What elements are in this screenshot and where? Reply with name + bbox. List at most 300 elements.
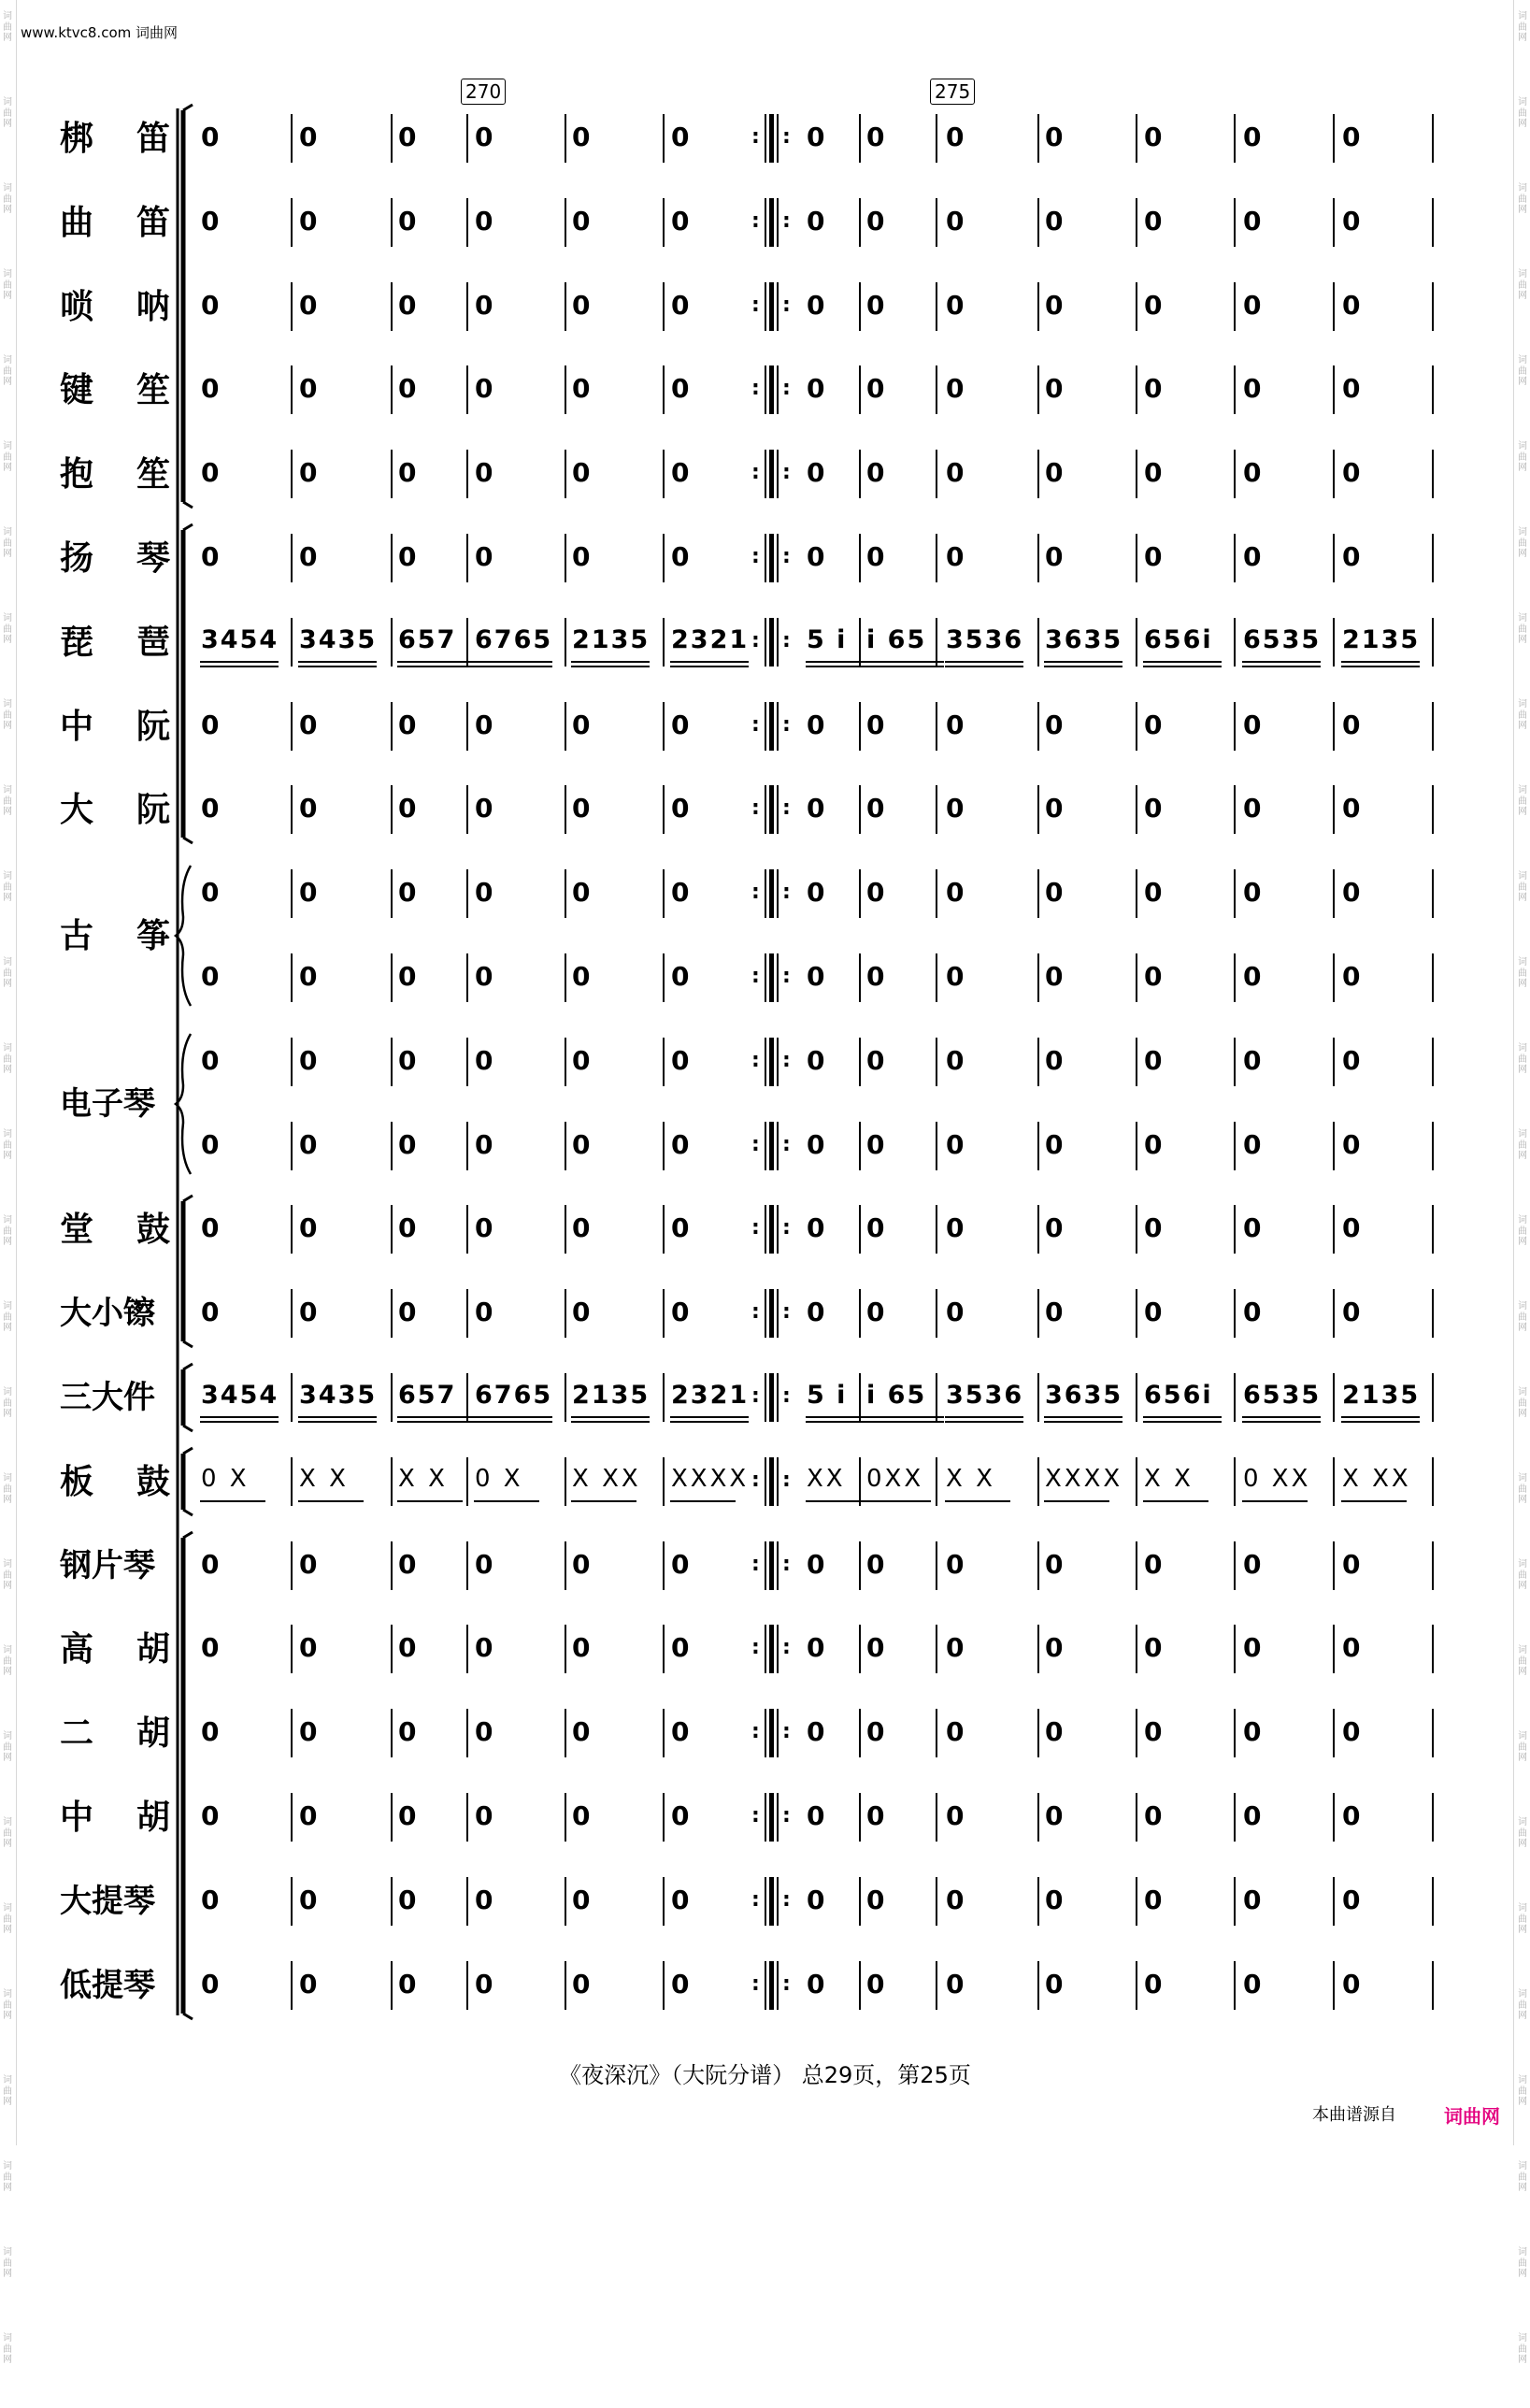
group-bracket-hook [183, 838, 193, 843]
watermark-text: 词 曲 网 [1518, 613, 1527, 645]
note-cell: i 65 [866, 1381, 927, 1410]
note-cell: 0 [807, 961, 825, 992]
note-cell: 0 [1243, 1632, 1262, 1663]
watermark-text: 词 曲 网 [1518, 1903, 1527, 1935]
note-cell: 6765 [475, 625, 553, 654]
note-cell: 0 [946, 1129, 965, 1160]
note-cell: 0 [572, 1129, 591, 1160]
note-cell: 0 [398, 1297, 417, 1327]
watermark-text: 词 曲 网 [3, 871, 12, 903]
watermark-text: 词 曲 网 [1518, 441, 1527, 473]
group-bracket-hook [183, 1532, 193, 1538]
note-cell: 0 [946, 1969, 965, 2000]
watermark-text: 词 曲 网 [1518, 2161, 1527, 2193]
note-cell: 0 [398, 710, 417, 740]
note-cell: 0 [671, 373, 690, 404]
instrument-label-char: 板 [60, 1462, 94, 1501]
note-cell: 0 [1144, 1129, 1163, 1160]
note-cell: 0 [807, 877, 825, 908]
note-cell: 0 [299, 290, 318, 321]
note-cell: 0 [1342, 961, 1361, 992]
note-cell: 0 [299, 961, 318, 992]
watermark-text: 词 曲 网 [3, 2161, 12, 2193]
watermark-text: 词 曲 网 [1518, 1387, 1527, 1419]
repeat-dots: : [782, 1804, 791, 1828]
repeat-dots: : [751, 1384, 760, 1408]
note-cell: XX [807, 1465, 846, 1493]
note-cell: 3454 [201, 625, 279, 654]
note-cell: 0 [946, 1885, 965, 1915]
note-cell: 5 i [807, 625, 848, 654]
watermark-text: 词 曲 网 [1518, 1989, 1527, 2021]
repeat-dots: : [782, 1720, 791, 1743]
instrument-label-char: 笛 [136, 119, 170, 158]
note-cell: 0 [866, 373, 885, 404]
watermark-text: 词 曲 网 [1518, 183, 1527, 215]
note-cell: X XX [1342, 1465, 1411, 1493]
note-cell: 0 [572, 373, 591, 404]
note-cell: 0 [1144, 1716, 1163, 1747]
note-cell: 0 [1342, 122, 1361, 152]
note-cell: 0 [1243, 793, 1262, 824]
note-cell: 0 [1144, 122, 1163, 152]
instrument-label-char: 笙 [136, 454, 170, 494]
credit-text: 本曲谱源自 [1312, 2105, 1396, 2125]
note-cell: 0 [671, 1800, 690, 1831]
instrument-label-char: 鼓 [136, 1462, 170, 1501]
note-cell: 0 [475, 1129, 493, 1160]
watermark-text: 词 曲 网 [3, 441, 12, 473]
repeat-dots: : [782, 1216, 791, 1240]
watermark-text: 词 曲 网 [3, 355, 12, 387]
repeat-dots: : [751, 1720, 760, 1743]
note-cell: 0 [1144, 1045, 1163, 1076]
repeat-dots: : [782, 1553, 791, 1576]
note-cell: 0 [201, 1969, 220, 2000]
note-cell: 0 [1243, 1045, 1262, 1076]
note-cell: 0 [946, 290, 965, 321]
note-cell: 6535 [1243, 1381, 1322, 1410]
note-cell: 0 [1342, 1632, 1361, 1663]
note-cell: 0 [1243, 961, 1262, 992]
note-cell: 0 [1045, 1800, 1064, 1831]
note-cell: 6765 [475, 1381, 553, 1410]
note-cell: 0 [807, 541, 825, 572]
note-cell: 0 [1243, 1885, 1262, 1915]
repeat-dots: : [782, 294, 791, 317]
note-cell: 0 [1144, 961, 1163, 992]
repeat-dots: : [782, 377, 791, 400]
note-cell: 0 [1243, 1129, 1262, 1160]
note-cell: 0 X [475, 1465, 523, 1493]
note-cell: 0 [1243, 290, 1262, 321]
note-cell: 0 [1243, 710, 1262, 740]
repeat-dots: : [751, 713, 760, 737]
note-cell: 0 [1144, 1885, 1163, 1915]
note-cell: 0 [671, 1969, 690, 2000]
instrument-label-char: 鼓 [136, 1210, 170, 1249]
note-cell: 0 [475, 877, 493, 908]
note-cell: 0 [807, 793, 825, 824]
note-cell: 0 [1243, 1549, 1262, 1580]
note-cell: 0 [1342, 877, 1361, 908]
instrument-label-char: 琵 [60, 623, 94, 662]
note-cell: 0 [866, 457, 885, 488]
note-cell: 2135 [572, 625, 651, 654]
note-cell: 0 [1144, 373, 1163, 404]
note-cell: 0 [572, 1800, 591, 1831]
note-cell: 0 [572, 1212, 591, 1243]
watermark-text: 词 曲 网 [3, 2247, 12, 2279]
watermark-text: 词 曲 网 [1518, 2075, 1527, 2107]
watermark-text: 词 曲 网 [1518, 1817, 1527, 1849]
note-cell: 0 [866, 1045, 885, 1076]
note-cell: 3635 [1045, 625, 1123, 654]
note-cell: 0 [1243, 457, 1262, 488]
note-cell: 0 [475, 122, 493, 152]
note-cell: 3536 [946, 1381, 1024, 1410]
instrument-label-char: 扬 [60, 538, 94, 578]
repeat-dots: : [782, 965, 791, 988]
note-cell: 0 [1045, 793, 1064, 824]
note-cell: 0 X [201, 1465, 250, 1493]
note-cell: 0 [866, 1549, 885, 1580]
repeat-dots: : [751, 377, 760, 400]
note-cell: 0 [201, 1885, 220, 1915]
note-cell: 0 [946, 1212, 965, 1243]
note-cell: X X [1144, 1465, 1194, 1493]
repeat-dots: : [751, 1049, 760, 1072]
note-cell: 0 [1342, 793, 1361, 824]
watermark-text: 词 曲 网 [1518, 699, 1527, 731]
note-cell: 0 [299, 1129, 318, 1160]
note-cell: 0 [299, 793, 318, 824]
watermark-text: 词 曲 网 [1518, 1731, 1527, 1763]
note-cell: 0 [475, 1716, 493, 1747]
note-cell: 0 [1045, 1297, 1064, 1327]
note-cell: 0 [1045, 1969, 1064, 2000]
instrument-label-char: 呐 [136, 287, 170, 326]
watermark-text: 词 曲 网 [1518, 1559, 1527, 1591]
note-cell: 0 [866, 1632, 885, 1663]
note-cell: 0 [299, 373, 318, 404]
instrument-label-char: 古 [60, 916, 94, 955]
note-cell: 0 [671, 961, 690, 992]
note-cell: 0 [671, 206, 690, 236]
instrument-label-char: 中 [60, 1798, 94, 1837]
note-cell: 0 [671, 1885, 690, 1915]
note-cell: 0 [201, 1632, 220, 1663]
note-cell: 0 [1144, 1632, 1163, 1663]
watermark-text: 词 曲 网 [1518, 1043, 1527, 1075]
note-cell: 0 [946, 541, 965, 572]
instrument-label-char: 大提琴 [60, 1883, 155, 1920]
note-cell: 0 [1243, 1297, 1262, 1327]
note-cell: 0 [299, 1549, 318, 1580]
note-cell: 0 [1045, 1129, 1064, 1160]
site-header: www.ktvc8.com 词曲网 [21, 24, 179, 41]
note-cell: 0 [201, 290, 220, 321]
repeat-dots: : [782, 125, 791, 149]
watermark-text: 词 曲 网 [3, 1473, 12, 1505]
watermark-text: 词 曲 网 [3, 957, 12, 989]
note-cell: 0 [1144, 457, 1163, 488]
group-bracket-hook [183, 1426, 193, 1431]
note-cell: 0 [671, 1549, 690, 1580]
note-cell: 2135 [1342, 625, 1421, 654]
note-cell: 657 [398, 625, 457, 654]
watermark-text: 词 曲 网 [1518, 97, 1527, 129]
note-cell: 0 [1243, 373, 1262, 404]
watermark-text: 词 曲 网 [1518, 871, 1527, 903]
note-cell: 0 [807, 457, 825, 488]
note-cell: 0 [398, 961, 417, 992]
note-cell: 0 [475, 1969, 493, 2000]
note-cell: 0 [946, 961, 965, 992]
repeat-dots: : [751, 209, 760, 233]
note-cell: 0 [475, 290, 493, 321]
repeat-dots: : [782, 545, 791, 568]
note-cell: 0 [475, 1885, 493, 1915]
note-cell: 0 [807, 710, 825, 740]
note-cell: 656i [1144, 1381, 1213, 1410]
note-cell: 0 [1342, 1129, 1361, 1160]
note-cell: 0 [299, 122, 318, 152]
note-cell: 0 [201, 1549, 220, 1580]
note-cell: 0 [946, 1632, 965, 1663]
note-cell: 0 [572, 1045, 591, 1076]
note-cell: 0 [475, 1800, 493, 1831]
repeat-dots: : [782, 1972, 791, 1996]
note-cell: X XX [572, 1465, 641, 1493]
group-bracket-hook [183, 502, 193, 508]
note-cell: 0 [807, 1885, 825, 1915]
note-cell: 0 [475, 373, 493, 404]
group-bracket-hook [183, 1196, 193, 1201]
note-cell: 0 [201, 1716, 220, 1747]
note-cell: 0 [671, 877, 690, 908]
note-cell: 0 [201, 793, 220, 824]
page-footer: 《夜深沉》（大阮分谱） 总29页，第25页 [559, 2062, 971, 2088]
note-cell: 0XX [866, 1465, 924, 1493]
note-cell: 0 [1243, 1716, 1262, 1747]
note-cell: 0 [1342, 1297, 1361, 1327]
note-cell: 2135 [1342, 1381, 1421, 1410]
note-cell: 0 [1144, 1297, 1163, 1327]
note-cell: 0 [1045, 541, 1064, 572]
note-cell: 0 [299, 1800, 318, 1831]
note-cell: 0 [807, 1045, 825, 1076]
watermark-text: 词 曲 网 [3, 2075, 12, 2107]
note-cell: 0 [807, 373, 825, 404]
note-cell: 0 [866, 1800, 885, 1831]
note-cell: 0 [201, 877, 220, 908]
note-cell: 0 [946, 1549, 965, 1580]
note-cell: 0 [1045, 290, 1064, 321]
note-cell: 0 [398, 206, 417, 236]
note-cell: 0 [475, 1212, 493, 1243]
note-cell: 0 [1342, 1969, 1361, 2000]
note-cell: 0 [398, 1549, 417, 1580]
repeat-dots: : [782, 1049, 791, 1072]
watermark-text: 词 曲 网 [3, 269, 12, 301]
note-cell: 0 [572, 1969, 591, 2000]
note-cell: 0 [299, 1632, 318, 1663]
repeat-dots: : [782, 1469, 791, 1492]
note-cell: 0 [1045, 206, 1064, 236]
note-cell: 6535 [1243, 625, 1322, 654]
watermark-text: 词 曲 网 [1518, 2247, 1527, 2279]
note-cell: 0 [1342, 1716, 1361, 1747]
repeat-dots: : [751, 1804, 760, 1828]
note-cell: XXXX [671, 1465, 750, 1493]
note-cell: 2321 [671, 625, 750, 654]
note-cell: 0 [1045, 1716, 1064, 1747]
note-cell: 0 [1342, 373, 1361, 404]
note-cell: 0 [671, 541, 690, 572]
note-cell: 0 [475, 1045, 493, 1076]
repeat-dots: : [751, 125, 760, 149]
note-cell: 0 [1243, 1212, 1262, 1243]
note-cell: 0 [398, 877, 417, 908]
note-cell: 656i [1144, 625, 1213, 654]
note-cell: 0 [807, 1129, 825, 1160]
note-cell: 0 [946, 373, 965, 404]
note-cell: 0 [866, 961, 885, 992]
note-cell: 0 [1342, 290, 1361, 321]
note-cell: 0 [1144, 1212, 1163, 1243]
note-cell: 0 [398, 1969, 417, 2000]
note-cell: 0 [299, 1045, 318, 1076]
note-cell: 0 [866, 1297, 885, 1327]
watermark-text: 词 曲 网 [1518, 355, 1527, 387]
watermark-text: 词 曲 网 [3, 97, 12, 129]
note-cell: 0 [946, 710, 965, 740]
note-cell: 0 [201, 1129, 220, 1160]
note-cell: 0 [807, 1716, 825, 1747]
note-cell: 0 [398, 1212, 417, 1243]
repeat-dots: : [751, 1133, 760, 1156]
watermark-text: 词 曲 网 [1518, 527, 1527, 559]
note-cell: 0 [201, 1297, 220, 1327]
note-cell: 0 [1243, 877, 1262, 908]
note-cell: 0 [572, 1549, 591, 1580]
note-cell: 3454 [201, 1381, 279, 1410]
watermark-text: 词 曲 网 [1518, 11, 1527, 43]
watermark-text: 词 曲 网 [1518, 1301, 1527, 1333]
instrument-label-char: 琴 [136, 538, 170, 578]
note-cell: 0 [1144, 290, 1163, 321]
group-bracket-hook [183, 1448, 193, 1454]
note-cell: 0 [866, 541, 885, 572]
watermark-text: 词 曲 网 [1518, 785, 1527, 817]
note-cell: 0 [1342, 1045, 1361, 1076]
note-cell: 0 [1243, 541, 1262, 572]
note-cell: 0 [671, 457, 690, 488]
note-cell: 0 [398, 1800, 417, 1831]
note-cell: 0 [201, 122, 220, 152]
note-cell: 0 [807, 122, 825, 152]
note-cell: 0 [807, 206, 825, 236]
instrument-label-char: 堂 [60, 1210, 94, 1249]
instrument-label-char: 笛 [136, 203, 170, 242]
note-cell: 0 [946, 1297, 965, 1327]
note-cell: 0 [572, 206, 591, 236]
note-cell: 2321 [671, 1381, 750, 1410]
instrument-label-char: 胡 [136, 1798, 170, 1837]
note-cell: 2135 [572, 1381, 651, 1410]
note-cell: 0 [1144, 1549, 1163, 1580]
watermark-text: 词 曲 网 [1518, 269, 1527, 301]
note-cell: 0 [1144, 1969, 1163, 2000]
note-cell: 0 [572, 1297, 591, 1327]
note-cell: 0 [1144, 877, 1163, 908]
note-cell: 0 [398, 122, 417, 152]
repeat-dots: : [751, 1636, 760, 1659]
instrument-label-char: 阮 [136, 790, 170, 829]
note-cell: 0 [299, 541, 318, 572]
repeat-dots: : [751, 1972, 760, 1996]
note-cell: 0 [398, 1045, 417, 1076]
repeat-dots: : [751, 796, 760, 820]
note-cell: 0 [1342, 1212, 1361, 1243]
note-cell: i 65 [866, 625, 927, 654]
note-cell: 0 [398, 457, 417, 488]
note-cell: 0 [1045, 1885, 1064, 1915]
instrument-label-char: 曲 [60, 203, 94, 242]
watermark-text: 词 曲 网 [3, 1817, 12, 1849]
instrument-label-char: 三大件 [60, 1379, 155, 1416]
note-cell: 0 [671, 1632, 690, 1663]
note-cell: 0 [1045, 961, 1064, 992]
note-cell: 0 [299, 1885, 318, 1915]
note-cell: 0 [299, 877, 318, 908]
repeat-dots: : [751, 965, 760, 988]
note-cell: 0 [201, 961, 220, 992]
group-bracket-hook [183, 1341, 193, 1347]
watermark-text: 词 曲 网 [3, 1731, 12, 1763]
note-cell: 3435 [299, 1381, 378, 1410]
note-cell: 0 [572, 961, 591, 992]
note-cell: 3435 [299, 625, 378, 654]
instrument-label-char: 胡 [136, 1713, 170, 1753]
note-cell: 0 [671, 122, 690, 152]
note-cell: 0 [201, 541, 220, 572]
note-cell: 0 [475, 961, 493, 992]
note-cell: 0 [866, 1969, 885, 2000]
instrument-label-char: 唢 [60, 287, 94, 326]
note-cell: 0 [866, 793, 885, 824]
group-bracket-hook [183, 524, 193, 530]
note-cell: 0 [1045, 1045, 1064, 1076]
note-cell: 0 [398, 1129, 417, 1160]
note-cell: 0 [671, 1716, 690, 1747]
note-cell: 0 [946, 1045, 965, 1076]
watermark-text: 词 曲 网 [1518, 1473, 1527, 1505]
note-cell: 0 [1342, 457, 1361, 488]
note-cell: 0 [1045, 457, 1064, 488]
instrument-label-char: 低提琴 [60, 1967, 155, 2004]
note-cell: 0 [572, 122, 591, 152]
watermark-text: 词 曲 网 [3, 699, 12, 731]
watermark-text: 词 曲 网 [1518, 1215, 1527, 1247]
instrument-label-char: 梆 [60, 119, 94, 158]
repeat-dots: : [782, 461, 791, 484]
measure-number-275: 275 [930, 79, 975, 105]
repeat-dots: : [782, 796, 791, 820]
watermark-text: 词 曲 网 [3, 1215, 12, 1247]
note-cell: 0 [1342, 1549, 1361, 1580]
